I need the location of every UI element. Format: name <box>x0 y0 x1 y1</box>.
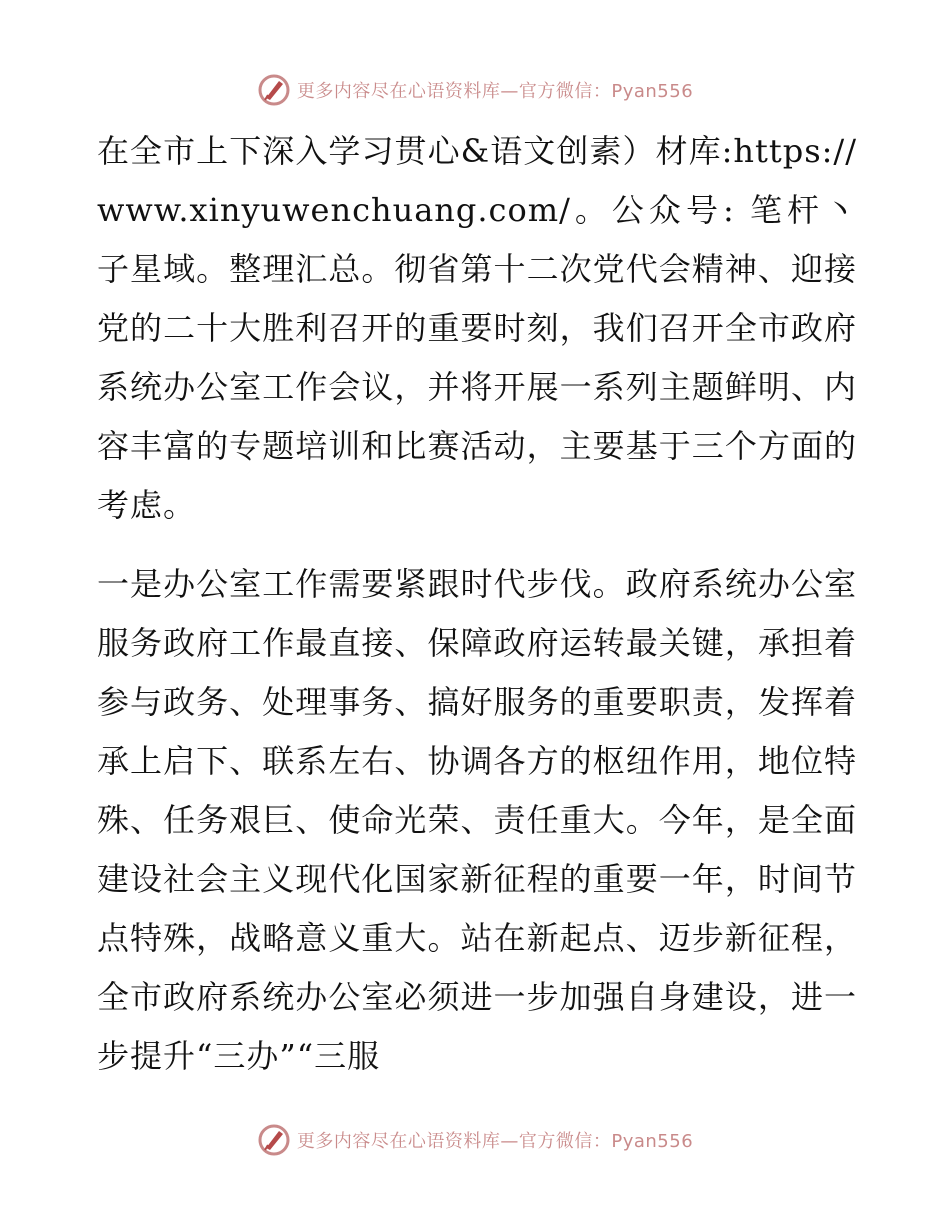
paragraph-2: 一是办公室工作需要紧跟时代步伐。政府系统办公室服务政府工作最直接、保障政府运转最关键，承担着参与政务、处理事务、搞好服务的重要职责，发挥着承上启下、联系左右、协调各方的枢纽作用，地位特殊、任务艰巨、使命光荣、责任重大。今年，是全面建设社会主义现代化国家新征程的重要一年，时间节点特殊，战略意义重大。站在新起点、迈步新征程，全市政府系统办公室必须进一步加强自身建设，进一步提升“三办”“三服 <box>97 565 857 1075</box>
watermark-text: 更多内容尽在心语资料库—官方微信：Pyan556 <box>296 81 694 102</box>
feather-pen-logo-icon <box>257 1123 291 1157</box>
footer-watermark <box>0 1118 950 1162</box>
watermark-text: 更多内容尽在心语资料库—官方微信：Pyan556 <box>296 1131 694 1152</box>
header-watermark <box>0 68 950 112</box>
feather-pen-logo-icon <box>257 73 291 107</box>
document-body <box>97 122 857 1086</box>
paragraph-1: 在全市上下深入学习贯心&语文创素）材库:https://www.xinyuwenchuang.com/。公众号: 笔杆丶子星域。整理汇总。彻省第十二次党代会精神、迎接党的二十大胜利召开的重要时刻，我们召开全市政府系统办公室工作会议，并将开展一系列主题鲜明、内容丰富的专题培训和比赛活动，主要基于三个方面的考虑。 <box>97 132 857 524</box>
